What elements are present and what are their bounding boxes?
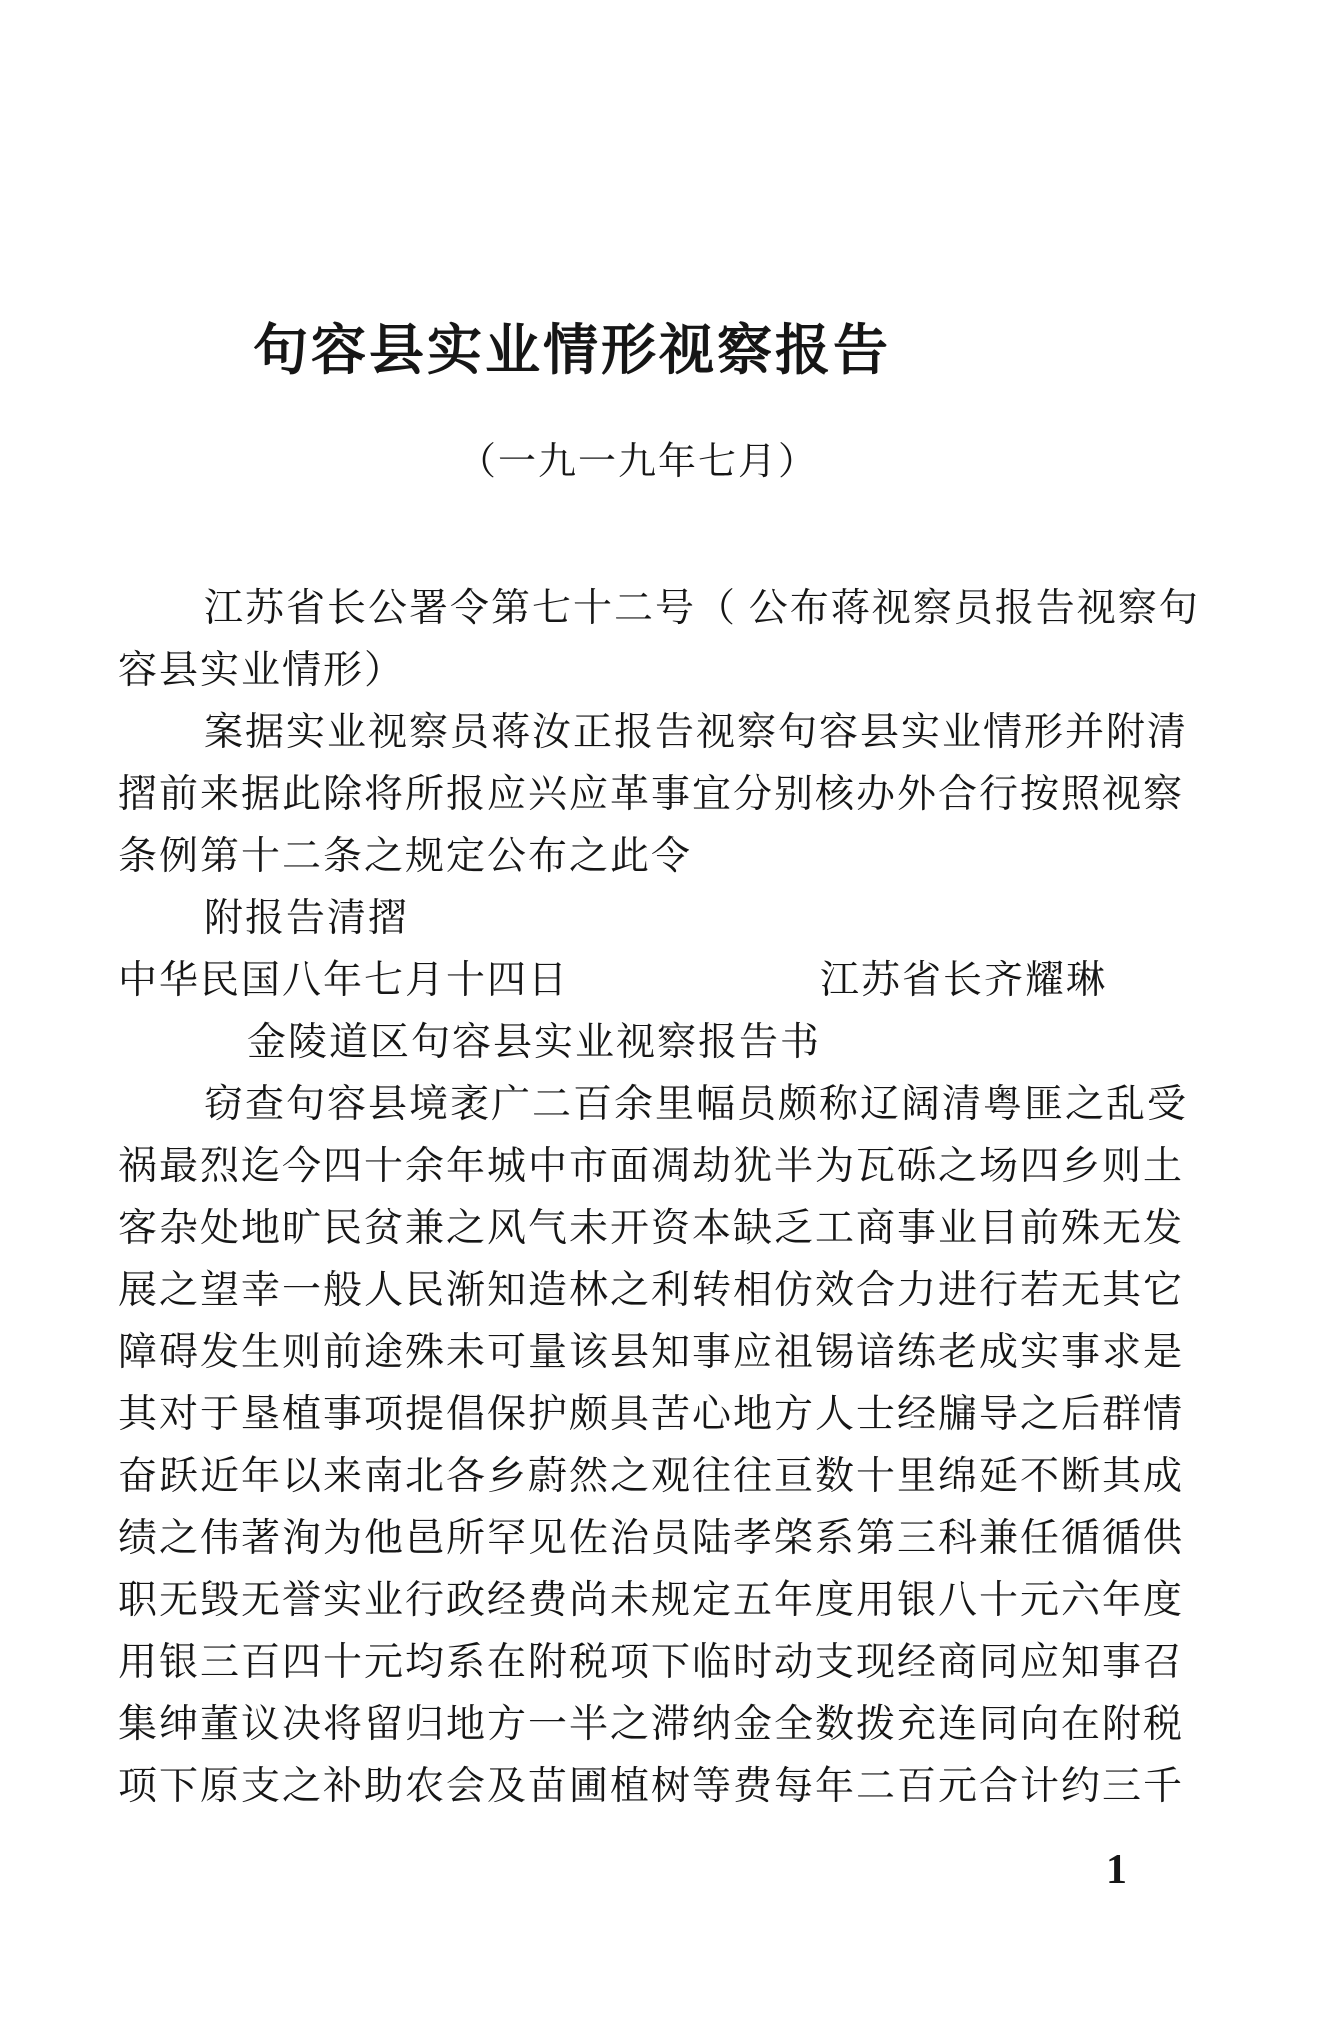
governor-signature-text: 江苏省长齐耀琳 [820,959,1108,1002]
text-line: 条例第十二条之规定公布之此令 [118,835,693,878]
text-line: 江苏省长公署令第七十二号（ 公布蒋视察员报告视察句 [204,587,1200,630]
text-line: 祸最烈迄今四十余年城中市面凋劫犹半为瓦砾之场四乡则土 [118,1145,1185,1188]
text-line: 容县实业情形） [118,649,406,692]
republic-date-text: 中华民国八年七月十四日 [118,959,570,1002]
text-line: 窃查句容县境袤广二百余里幅员颇称辽阔清粤匪之乱受 [204,1083,1189,1126]
text-line: 展之望幸一般人民渐知造林之利转相仿效合力进行若无其它 [118,1269,1185,1312]
text-line: 绩之伟著洵为他邑所罕见佐治员陆孝棨系第三科兼任循循供 [118,1517,1185,1560]
text-line: 集绅董议决将留归地方一半之滞纳金全数拨充连同向在附税 [118,1703,1185,1746]
text-line: 障碍发生则前途殊未可量该县知事应祖锡谙练老成实事求是 [118,1331,1185,1374]
text-line: 项下原支之补助农会及苗圃植树等费每年二百元合计约三千 [118,1765,1185,1808]
text-line: 案据实业视察员蒋汝正报告视察句容县实业情形并附清 [204,711,1189,754]
text-line: 其对于垦植事项提倡保护颇具苦心地方人士经牖导之后群情 [118,1393,1185,1436]
text-line: 奋跃近年以来南北各乡蔚然之观往往亘数十里绵延不断其成 [118,1455,1185,1498]
body-text [118,578,1210,1818]
text-line: 摺前来据此除将所报应兴应革事宜分别核办外合行按照视察 [118,773,1185,816]
text-line: 金陵道区句容县实业视察报告书 [247,1021,822,1064]
document-subtitle-date: （一九一九年七月） [458,441,819,483]
document-title: 句容县实业情形视察报告 [253,320,892,381]
text-line: 职无毁无誉实业行政经费尚未规定五年度用银八十元六年度 [118,1579,1185,1622]
page-number: 1 [1106,1847,1127,1893]
text-line: 客杂处地旷民贫兼之风气未开资本缺乏工商事业目前殊无发 [118,1207,1185,1250]
text-line: 附报告清摺 [204,897,410,940]
date-signature-line [118,950,1210,1012]
text-line: 用银三百四十元均系在附税项下临时动支现经商同应知事召 [118,1641,1185,1684]
